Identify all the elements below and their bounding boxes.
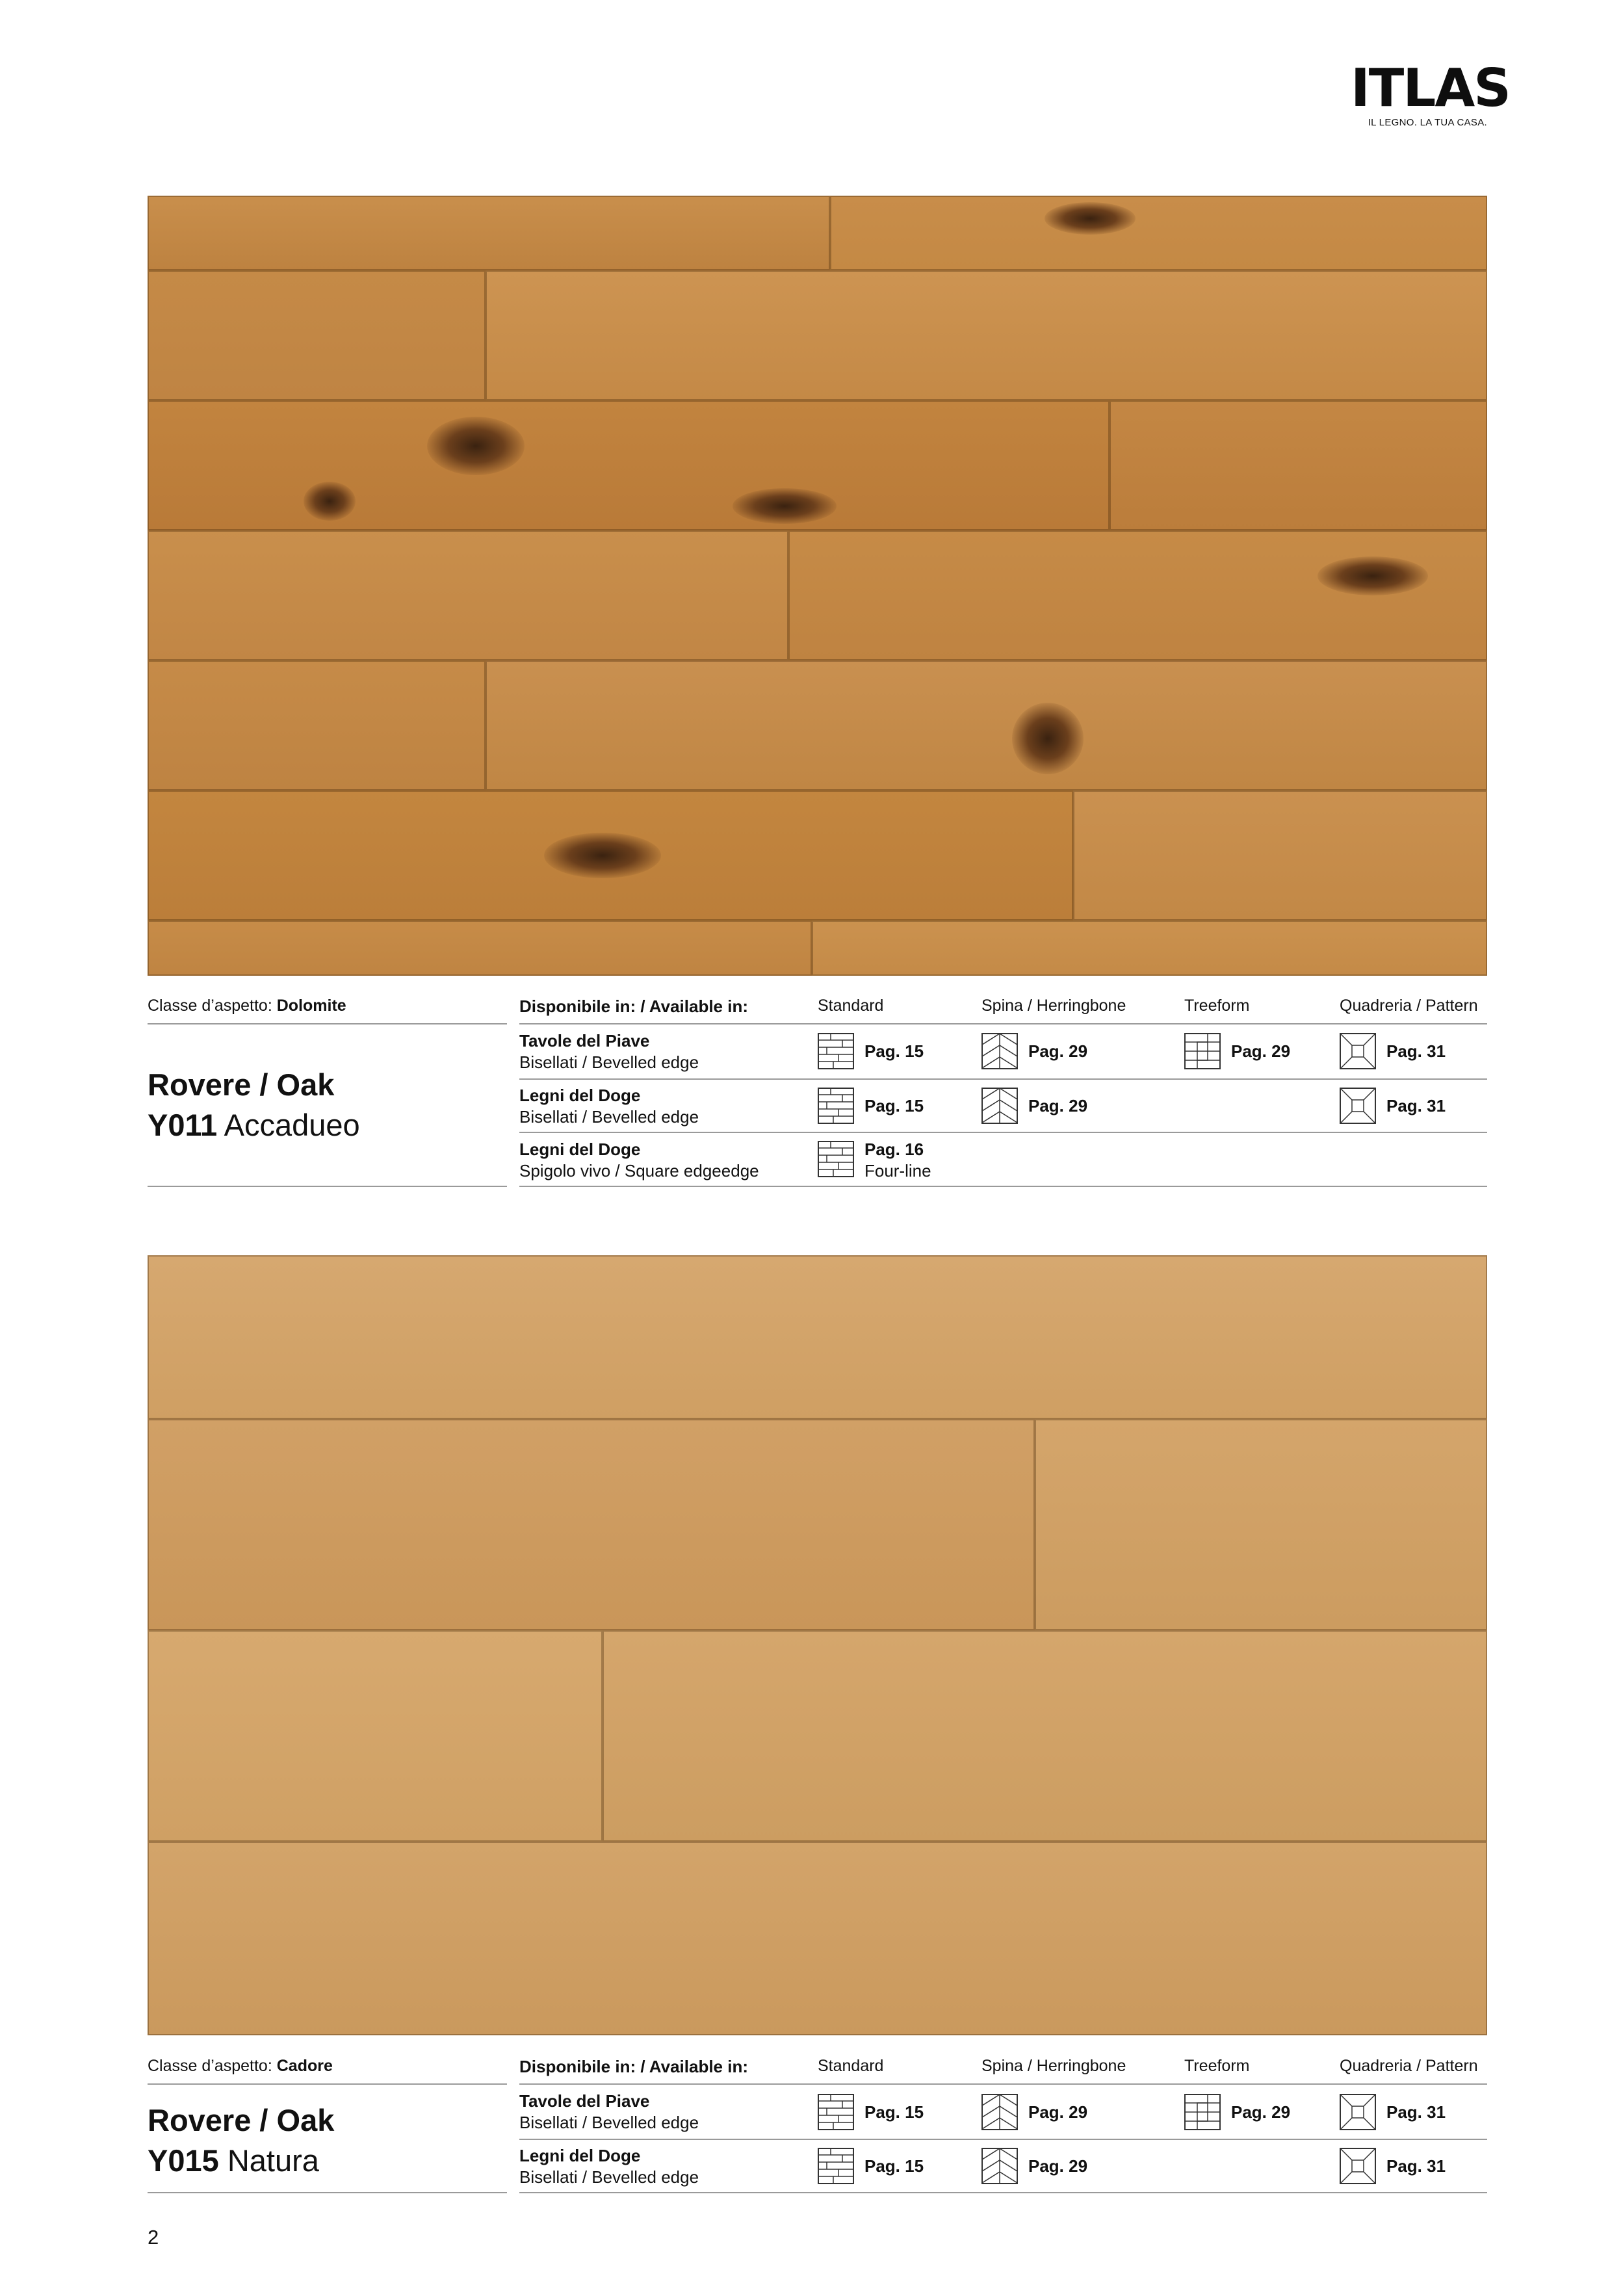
- divider: [519, 2139, 1487, 2140]
- pattern-icon: [1340, 1033, 1376, 1069]
- available-in-heading: Disponibile in: / Available in:: [519, 997, 749, 1016]
- appearance-class-label: Classe d’aspetto:: [148, 997, 272, 1015]
- appearance-class-label: Classe d’aspetto:: [148, 2057, 272, 2075]
- product-name: Rovere / Oak: [148, 2103, 335, 2137]
- page-ref-pattern: Pag. 31: [1386, 2102, 1446, 2122]
- herringbone-icon: [981, 1033, 1018, 1069]
- page-number: 2: [148, 2226, 159, 2249]
- product-code-number: Y011: [148, 1108, 218, 1142]
- product-code-number: Y015: [148, 2143, 219, 2178]
- appearance-class: [148, 997, 346, 1015]
- product-variant: Natura: [227, 2143, 319, 2178]
- page-ref-treeform: Pag. 29: [1231, 2102, 1291, 2122]
- column-pattern: Quadreria / Pattern: [1340, 2057, 1478, 2075]
- plank-standard-icon: [818, 1033, 854, 1069]
- column-herringbone: Spina / Herringbone: [981, 997, 1126, 1015]
- plank-standard-icon: [818, 2094, 854, 2130]
- herringbone-icon: [981, 2094, 1018, 2130]
- treeform-icon: [1184, 2094, 1221, 2130]
- divider: [148, 2192, 507, 2193]
- treeform-icon: [1184, 1033, 1221, 1069]
- page-ref-standard: Pag. 15: [864, 1096, 924, 1115]
- page-ref-herringbone: Pag. 29: [1028, 1096, 1088, 1115]
- appearance-class: [148, 2057, 333, 2076]
- page-ref-herringbone: Pag. 29: [1028, 2156, 1088, 2176]
- page-ref-treeform: Pag. 29: [1231, 1041, 1291, 1061]
- logo-wordmark: ITLAS: [1351, 58, 1510, 118]
- herringbone-icon: [981, 2148, 1018, 2184]
- row-title: Legni del Doge: [519, 1140, 641, 1159]
- row-title: Tavole del Piave: [519, 1031, 650, 1050]
- divider: [519, 2083, 1487, 2085]
- product-code: [148, 2143, 319, 2178]
- divider: [148, 1186, 507, 1187]
- row-title: Legni del Doge: [519, 2146, 641, 2165]
- row-edge: Spigolo vivo / Square edgeedge: [519, 1161, 759, 1181]
- appearance-class-value: Dolomite: [276, 997, 346, 1015]
- column-pattern: Quadreria / Pattern: [1340, 997, 1478, 1015]
- herringbone-icon: [981, 1088, 1018, 1124]
- logo-tagline: IL LEGNO. LA TUA CASA.: [1368, 117, 1487, 128]
- page-ref-standard: Pag. 15: [864, 1041, 924, 1061]
- row-edge: Bisellati / Bevelled edge: [519, 2113, 699, 2132]
- page-ref-herringbone: Pag. 29: [1028, 2102, 1088, 2122]
- row-title: Tavole del Piave: [519, 2091, 650, 2111]
- page-ref-herringbone: Pag. 29: [1028, 1041, 1088, 1061]
- page-ref-pattern: Pag. 31: [1386, 1096, 1446, 1115]
- divider: [519, 1023, 1487, 1024]
- standard-note: Four-line: [864, 1161, 931, 1181]
- wood-sample-image-y015: [148, 1255, 1487, 2035]
- product-info-y015: [148, 2057, 1487, 2200]
- column-herringbone: Spina / Herringbone: [981, 2057, 1126, 2075]
- product-info-y011: [148, 997, 1487, 1192]
- plank-standard-icon: [818, 1141, 854, 1177]
- divider: [148, 2083, 507, 2085]
- pattern-icon: [1340, 1088, 1376, 1124]
- product-name: Rovere / Oak: [148, 1067, 335, 1102]
- pattern-icon: [1340, 2094, 1376, 2130]
- row-edge: Bisellati / Bevelled edge: [519, 2167, 699, 2187]
- divider: [519, 2192, 1487, 2193]
- wood-sample-image-y011: [148, 196, 1487, 976]
- page-ref-pattern: Pag. 31: [1386, 1041, 1446, 1061]
- available-in-heading: Disponibile in: / Available in:: [519, 2057, 749, 2076]
- pattern-icon: [1340, 2148, 1376, 2184]
- column-treeform: Treeform: [1184, 2057, 1250, 2075]
- column-treeform: Treeform: [1184, 997, 1250, 1015]
- row-edge: Bisellati / Bevelled edge: [519, 1107, 699, 1127]
- row-title: Legni del Doge: [519, 1086, 641, 1105]
- page-ref-standard: Pag. 15: [864, 2102, 924, 2122]
- divider: [519, 1132, 1487, 1133]
- divider: [148, 1023, 507, 1024]
- plank-standard-icon: [818, 1088, 854, 1124]
- row-edge: Bisellati / Bevelled edge: [519, 1052, 699, 1072]
- product-variant: Accadueo: [224, 1108, 360, 1142]
- divider: [519, 1186, 1487, 1187]
- plank-standard-icon: [818, 2148, 854, 2184]
- page-ref-pattern: Pag. 31: [1386, 2156, 1446, 2176]
- appearance-class-value: Cadore: [276, 2057, 333, 2075]
- brand-logo: [1351, 58, 1510, 128]
- column-standard: Standard: [818, 2057, 884, 2075]
- page-ref-standard: Pag. 15: [864, 2156, 924, 2176]
- divider: [519, 1078, 1487, 1080]
- page-ref-standard: Pag. 16: [864, 1140, 924, 1159]
- column-standard: Standard: [818, 997, 884, 1015]
- product-code: [148, 1107, 360, 1143]
